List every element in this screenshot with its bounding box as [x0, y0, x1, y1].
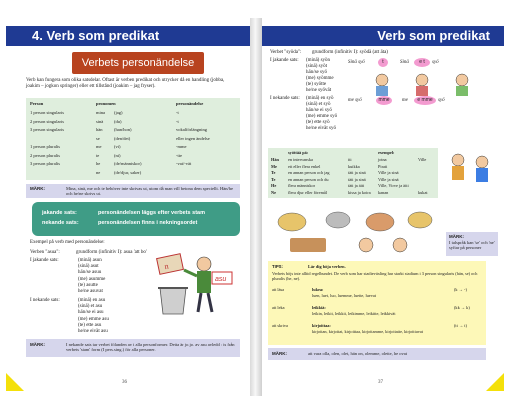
conjugation-form: he/ne eivät asu	[78, 329, 108, 334]
person-head	[456, 74, 468, 86]
table-cell: en annan person och jag	[288, 170, 330, 176]
table-cell: täti ja sinä	[348, 176, 366, 182]
animal	[366, 213, 394, 231]
table-cell: me	[96, 144, 102, 149]
rule-label-nekande: nekande sats:	[42, 220, 79, 226]
conjugation-form: (me) emme syö	[306, 114, 338, 119]
table-cell: ett eller flera enkel	[288, 163, 321, 169]
left-page	[6, 26, 250, 391]
left-page-header: 4. Verb som predikat	[6, 26, 250, 46]
table-cell: (jag)	[114, 110, 123, 115]
table-header-person: Person	[30, 101, 44, 106]
figure-trash-can	[146, 248, 236, 318]
bubble-text: Sinä	[400, 60, 409, 65]
table-cell: He	[271, 183, 277, 189]
table-cell: mina	[96, 110, 105, 115]
table-cell: täti ja äiti	[348, 183, 365, 189]
bubble-text: syö	[438, 98, 445, 103]
rule-text-nekande: personändelsen finns i nekningsordet	[98, 220, 198, 226]
tips-title: Lär dig böja verben.	[308, 264, 346, 269]
mark-text: I nekande sats tar verbet fölanden av i alla personformer. Detta är jo.jo. av asu avledd : is från verbets 'stam' form (I pers.sing.) för alla personer.	[66, 342, 235, 352]
table-cell: (vi)	[114, 144, 121, 149]
tips-text: Verbets böjs inte alltid regelbundet. De verb som har stadieväxling har starkt stadium i 3 person singularis (hän, se) och pluralis (he, ne).	[272, 271, 478, 281]
rule-text-jakande: personändelsen läggs efter verbets stam	[98, 210, 205, 216]
verb-note: (k → -)	[454, 287, 467, 292]
table-cell: Ville, Virve ja äiti	[378, 183, 409, 189]
table-cell: Te	[271, 176, 276, 182]
person-body	[376, 86, 388, 96]
verb-label: Verben "asua":	[30, 250, 60, 255]
person-head	[393, 238, 407, 252]
figure-kids	[442, 148, 500, 198]
page-number-right: 37	[378, 380, 383, 385]
page-number-left: 36	[122, 380, 127, 385]
child-body	[476, 168, 488, 182]
table-cell: ne	[96, 169, 101, 175]
yellow-corner	[6, 373, 24, 391]
mark-text: att vara olla, olen, olet, hän on, olemme, olette, he ovat	[308, 351, 407, 356]
verb-name: att läsa	[272, 287, 285, 292]
table-cell: kuikka	[348, 163, 360, 169]
conjugation-form: (minä) asun	[78, 258, 102, 263]
table-cell: Te	[271, 170, 276, 176]
verb-base: leikkiä:	[312, 305, 326, 310]
table-cell: Ville	[418, 157, 427, 162]
table-cell: 3 person singularis	[30, 127, 64, 132]
mark-label: MÄRK:	[30, 186, 45, 191]
table-cell: -t	[176, 118, 179, 124]
figure-animals	[270, 202, 440, 258]
conjugation-form: (te) ette syö	[306, 120, 330, 125]
verb-note: (kk → k)	[454, 305, 470, 310]
rule-label-jakande: jakande sats:	[42, 210, 77, 216]
table-cell: sinä	[96, 118, 104, 124]
sign-card	[157, 254, 184, 275]
person-head	[376, 74, 388, 86]
mark-note-2	[268, 348, 486, 360]
man-body	[197, 271, 211, 293]
person-body	[416, 86, 428, 96]
jakande-label: I jakande sats:	[30, 258, 59, 263]
conjugation-form: he/ne eivät syö	[306, 126, 336, 131]
table-cell: (de/djur, saker)	[114, 169, 142, 175]
person-head	[416, 74, 428, 86]
book-spine	[250, 18, 262, 396]
conjugation-form: hän/se ei asu	[78, 310, 104, 316]
table-cell: (ni)	[114, 152, 121, 158]
man-head	[197, 257, 211, 271]
table-cell: te	[96, 152, 100, 158]
table-cell: flera djur eller föremål	[288, 190, 328, 195]
conjugation-form: hän/se ei syö	[306, 108, 332, 113]
rule-highlight-box	[32, 202, 240, 236]
table-cell: -vat/-vät	[176, 161, 192, 166]
ending-oval: t	[378, 58, 388, 67]
table-cell: Me	[271, 163, 277, 169]
table-header-cell: syöttää pä:	[288, 150, 309, 155]
person-head	[359, 238, 373, 252]
mark-label: MÄRK:	[272, 351, 287, 356]
table-header-ending: personändelse	[176, 101, 204, 106]
right-page	[262, 26, 504, 391]
conjugation-form: (sinä) et asu	[78, 304, 103, 310]
trash-can	[160, 288, 186, 314]
verb-base: lukea:	[312, 287, 324, 292]
man-arm	[184, 270, 197, 276]
verb-label: Verbet "syöda":	[270, 50, 302, 55]
jakande-label: I jakande sats:	[270, 58, 299, 63]
table-cell: 3 person pluralis	[30, 161, 60, 166]
conjugation-form: (me) syömme	[306, 76, 334, 81]
section-title: Verbets personändelse	[72, 52, 204, 74]
ending-oval: e mme	[414, 96, 436, 105]
person-body	[456, 86, 468, 96]
conjugation-form: (me) emme asu	[78, 316, 109, 322]
nekande-label: I nekande sats:	[270, 96, 300, 101]
table-cell: Ville ja sinä	[378, 176, 399, 182]
table-cell: eller ingen ändelse	[176, 135, 210, 141]
mark-text: I talspråk kan 'se' och 'ne' syftar på personer	[449, 240, 495, 250]
conjugation-form: hän/se syö	[306, 70, 327, 75]
table-cell: 2 person singularis	[30, 118, 64, 124]
table-cell: flera människor	[288, 183, 316, 189]
table-cell: 2 person pluralis	[30, 152, 60, 158]
table-cell: vokalförlängning	[176, 127, 207, 132]
table-cell: he	[96, 161, 101, 166]
table-cell: hän	[96, 127, 103, 132]
conjugation-form: (sinä) asut	[78, 264, 99, 270]
figure-eating-people	[362, 68, 482, 98]
conjugation-form: (sinä) et syö	[306, 102, 331, 107]
right-page-header: Verb som predikat	[262, 26, 504, 46]
mark-note-2	[26, 339, 240, 357]
nekande-label: I nekande sats:	[30, 298, 60, 303]
table-cell: (du)	[114, 118, 122, 124]
mark-text: Mina, sinä, me och te behöver inte skrivas ut, utom då man vill betona dem speciellt. Hän/he och he/ne skrivs ut.	[66, 186, 233, 196]
bubble-text: me	[402, 98, 408, 103]
conjugation-form: (minä) en syö	[306, 96, 334, 101]
table-cell: -t	[176, 110, 179, 115]
bubble-text: me syö	[348, 98, 362, 103]
mark-label: MÄRK:	[449, 234, 464, 239]
verb-forms: kirjoitan, kirjoitat, kirjoittaa, kirjoitamme, kirjoitatte, kirjoittavat	[312, 329, 423, 334]
table-cell: jotna	[378, 157, 387, 162]
table-cell: (den/det)	[114, 135, 131, 141]
child-head	[452, 154, 464, 166]
table-cell: Pirati	[378, 163, 388, 169]
table-cell: 1 person singularis	[30, 110, 64, 115]
verb-note: (tt → t)	[454, 323, 467, 328]
verb-forms: leikin, leikit, leikkii, leikimme, leikitte, leikkivät	[312, 311, 396, 316]
object	[290, 238, 326, 252]
conjugation-form: he/ne syövät	[306, 88, 332, 93]
verb-forms: luen, luet, luo, luemme, luette, luevat	[312, 293, 376, 298]
animal	[408, 212, 432, 228]
bubble-text: syö	[432, 60, 439, 65]
mark-label: MÄRK:	[30, 342, 45, 347]
table-header-pronoun: pronomen	[96, 101, 116, 106]
table-cell: kanan	[378, 190, 389, 195]
table-cell: Hän	[271, 157, 279, 162]
tips-label: TIPS:	[272, 264, 283, 269]
person-table	[26, 98, 240, 180]
child-head	[476, 156, 488, 168]
verb-name: att leka	[272, 305, 285, 310]
pronoun-table	[268, 148, 438, 198]
animal	[278, 213, 306, 231]
verb-infinitive: grundform (infinitiv I): syödä (att äta)	[312, 50, 388, 55]
conjugation-form: he/ne asuvat	[78, 289, 103, 294]
table-cell: -mme	[176, 144, 187, 149]
intro-text: Verb kan fungera som olika satsdelar. Oftast är verben predikat och utrycker då en handling (jobba, joakim – jogkon springer) eller ett tillstånd (joakim – jag fryser).	[26, 78, 225, 89]
table-cell: (han/hon)	[114, 127, 132, 132]
conjugation-form: (me) asumme	[78, 276, 106, 282]
table-header-cell: exempel:	[378, 150, 395, 155]
mark-note-1	[26, 184, 240, 198]
conjugation-form: (minä) en asu	[78, 298, 106, 303]
animal	[326, 212, 350, 228]
table-cell: iti	[348, 157, 352, 162]
conjugation-form: (minä) syön	[306, 58, 331, 63]
example-intro: Exempel på verb med personändelse:	[30, 240, 105, 245]
conjugation-form: (te) asutte	[78, 282, 98, 288]
table-cell: se	[96, 135, 100, 141]
man-leg-right	[208, 293, 212, 312]
table-cell: Ville ja sinä	[378, 170, 399, 176]
table-cell: en intervanska	[288, 157, 313, 162]
conjugation-form: (te) ette asu	[78, 322, 102, 328]
conjugation-form: (sinä) syöt	[306, 64, 327, 69]
speech-row-2	[348, 96, 478, 118]
table-cell: en annan person och du	[288, 176, 329, 182]
table-cell: kissa ja koira	[348, 190, 371, 195]
bubble-text: Sinä syö	[348, 60, 365, 65]
table-cell: täti ja sinä	[348, 170, 366, 176]
ending-oval: e t	[414, 58, 430, 67]
ending-oval: mme	[376, 96, 392, 105]
table-cell: 1 person pluralis	[30, 144, 60, 149]
mark-note-1	[446, 232, 498, 256]
conjugation-form: (te) syötte	[306, 82, 327, 87]
table-cell: (de/människor)	[114, 161, 142, 166]
tips-box	[268, 261, 486, 345]
verb-base: kirjoittaa:	[312, 323, 331, 328]
table-cell: kukat	[418, 190, 428, 195]
verb-name: att skriva	[272, 323, 288, 328]
man-leg-left	[198, 293, 201, 312]
table-cell: Ne	[271, 190, 277, 195]
sign-letter: n	[163, 261, 170, 272]
child-body	[452, 166, 464, 180]
yellow-corner	[486, 373, 504, 391]
verb-infinitive: grundform (infinitiv I): asua 'att bo'	[76, 250, 147, 255]
conjugation-form: hän/se asuu	[78, 270, 102, 276]
table-cell: -tte	[176, 152, 182, 158]
asu-sign-text: asu	[215, 276, 227, 283]
